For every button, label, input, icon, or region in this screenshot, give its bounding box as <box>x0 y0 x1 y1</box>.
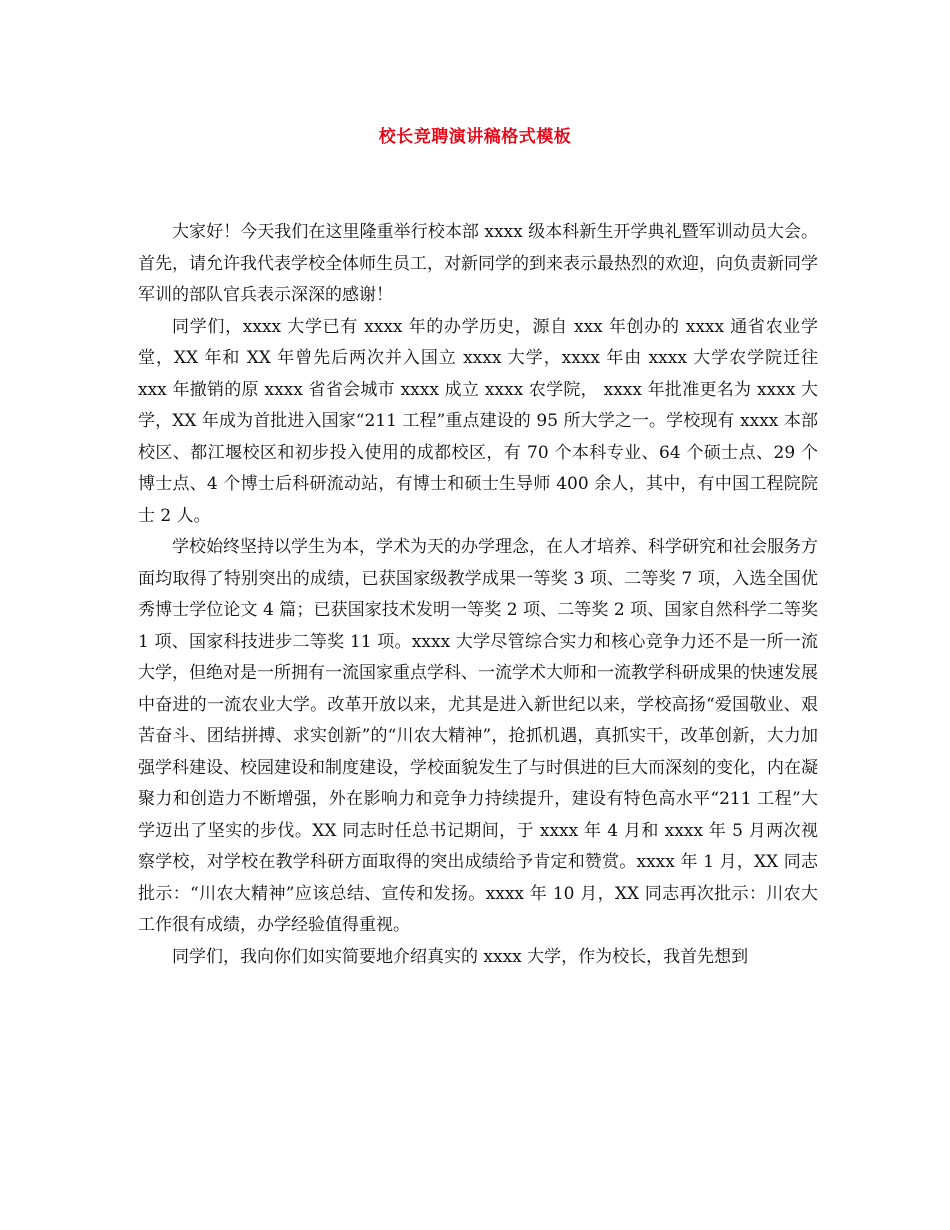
paragraph: 同学们，xxxx 大学已有 xxxx 年的办学历史，源自 xxx 年创办的 xxxx 通省农业学堂，XX 年和 XX 年曾先后两次并入国立 xxxx 大学，xxxx 年由 xxxx 大学农学院迁往 xxx 年撤销的原 xxxx 省省会城市 xxxx 成立 xxxx 农学院， xxxx 年批准更名为 xxxx 大学，XX 年成为首批进入国家“211 工程”重点建设的 95 所大学之一。学校现有 xxxx 本部校区、都江堰校区和初步投入使用的成都校区，有 70 个本科专业、64 个硕士点、29 个博士点、4 个博士后科研流动站，有博士和硕士生导师 400 余人，其中，有中国工程院院士 2 人。 <box>138 316 818 526</box>
paragraph: 同学们，我向你们如实简要地介绍真实的 xxxx 大学，作为校长，我首先想到 <box>172 946 749 967</box>
paragraph: 大家好！今天我们在这里隆重举行校本部 xxxx 级本科新生开学典礼暨军训动员大会。首先，请允许我代表学校全体师生员工，对新同学的到来表示最热烈的欢迎，向负责新同学军训的部队官兵表示深深的感谢！ <box>138 222 818 305</box>
paragraph: 学校始终坚持以学生为本，学术为天的办学理念，在人才培养、科学研究和社会服务方面均取得了特别突出的成绩，已获国家级教学成果一等奖 3 项、二等奖 7 项，入选全国优秀博士学位论文 4 篇；已获国家技术发明一等奖 2 项、二等奖 2 项、国家自然科学二等奖 1 项、国家科技进步二等奖 11 项。xxxx 大学尽管综合实力和核心竞争力还不是一所一流大学，但绝对是一所拥有一流国家重点学科、一流学术大师和一流教学科研成果的快速发展中奋进的一流农业大学。改革开放以来，尤其是进入新世纪以来，学校高扬“爱国敬业、艰苦奋斗、团结拼搏、求实创新”的“川农大精神”，抢抓机遇，真抓实干，改革创新，大力加强学科建设、校园建设和制度建设，学校面貌发生了与时俱进的巨大而深刻的变化，内在凝聚力和创造力不断增强，外在影响力和竞争力持续提升，建设有特色高水平“211 工程”大学迈出了坚实的步伐。XX 同志时任总书记期间，于 xxxx 年 4 月和 xxxx 年 5 月两次视察学校，对学校在教学科研方面取得的突出成绩给予肯定和赞赏。xxxx 年 1 月，XX 同志批示：“川农大精神”应该总结、宣传和发扬。xxxx 年 10 月，XX 同志再次批示：川农大工作很有成绩，办学经验值得重视。 <box>138 537 818 935</box>
document-body <box>138 217 818 973</box>
document-title: 校长竞聘演讲稿格式模板 <box>378 127 572 147</box>
